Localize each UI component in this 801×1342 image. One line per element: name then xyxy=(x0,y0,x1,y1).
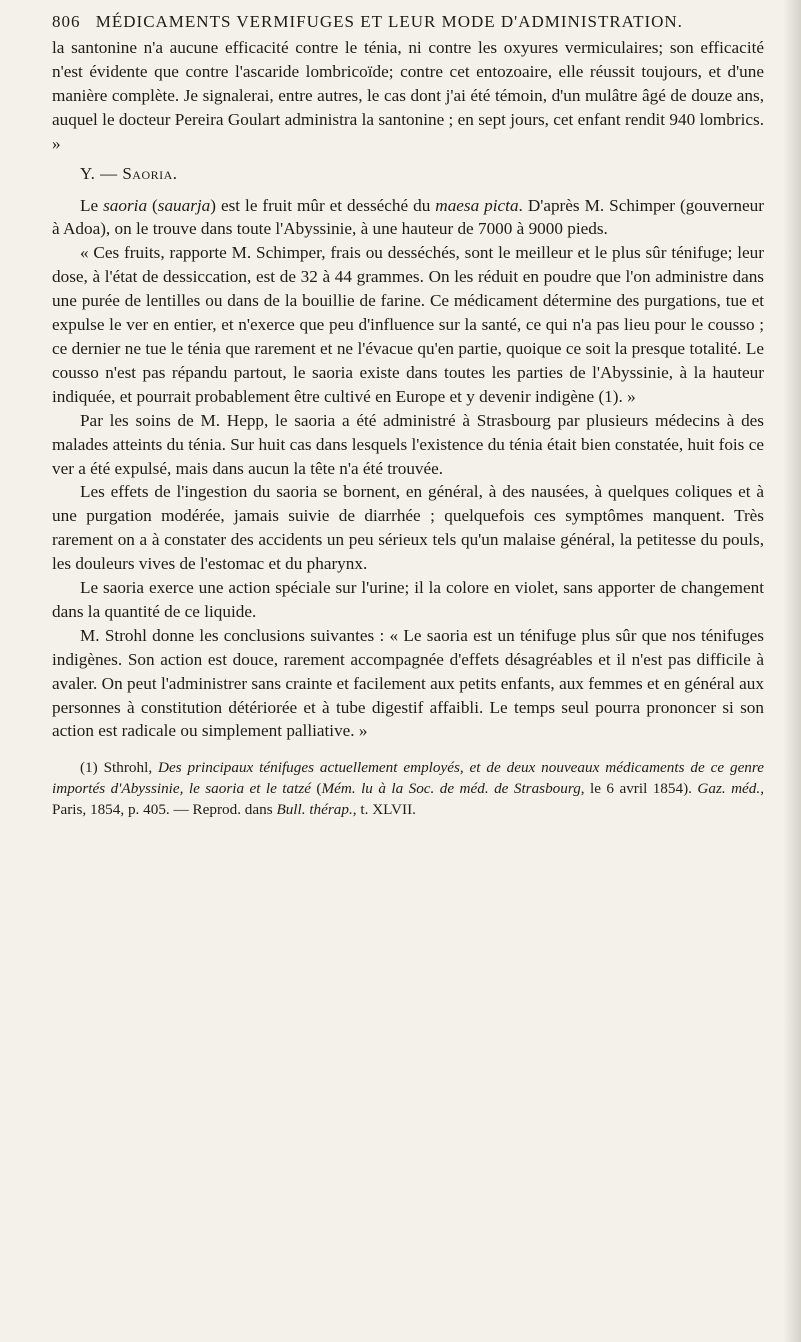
italic-term: sauarja xyxy=(157,195,211,215)
section-letter: Y. — xyxy=(80,163,118,183)
text-run: . D'après M. Schimper (gouverneur à Adoa), on le trouve dans toute l'Abyssinie, à une hauteur de 7000 à 9000 pieds. xyxy=(52,195,764,239)
paragraph-schimper-quote: « Ces fruits, rapporte M. Schimper, frais ou desséchés, sont le meilleur et le plus sûr ténifuge; leur dose, à l'état de dessiccation, est de 32 à 44 grammes. On les réduit en poudre que l'on administre dans une purée de lentilles ou dans de la bouillie de farine. Ce médicament détermine des purgations, tue et expulse le ver en entier, et n'exerce que peu d'influence sur la santé, ce qui n'a pas lieu pour le cousso ; ce dernier ne tue le ténia que rarement et ne l'évacue qu'en partie, quoique ce soit la presque totalité. Le cousso n'est pas répandu partout, le saoria existe dans toutes les parties de l'Abyssinie, à la hauteur indiquée, et pourrait probablement être cultivé en Europe et y devenir indigène (1). » xyxy=(52,243,764,406)
paragraph-hepp: Par les soins de M. Hepp, le saoria a été administré à Strasbourg par plusieurs médecins à des malades atteints du ténia. Sur huit cas dans lesquels l'existence du ténia était bien constatée, huit fois ce ver a été expulsé, mais dans aucun la tête n'a été trouvée. xyxy=(52,410,764,478)
text-run: ( xyxy=(147,195,158,215)
text-run: ) est le fruit mûr et desséché du xyxy=(210,195,436,215)
text-run: (1) Sthrohl, xyxy=(80,759,158,777)
paragraph-urine: Le saoria exerce une action spéciale sur l'urine; il la colore en violet, sans apporter de changement dans la quantité de ce liquide. xyxy=(52,578,764,621)
text-run: ( xyxy=(311,780,322,798)
text-run: , Paris, 1854, p. 405. — Reprod. dans xyxy=(52,780,764,819)
page-number: 806 xyxy=(52,12,81,31)
paragraph-effects: Les effets de l'ingestion du saoria se bornent, en général, à des nausées, à quelques coliques et à une purgation modérée, jamais suivie de diarrhée ; quelquefois ces symptômes manquent. Très rarement on a à constater des accidents un peu sérieux tels qu'un malaise général, la petitesse du pouls, les douleurs vives de l'estomac et du pharynx. xyxy=(52,482,764,574)
italic-title: Des principaux ténifuges actuellement employés, et de deux nouveaux médicaments de ce genre importés d'Abyssinie, le saoria et le tatzé xyxy=(52,759,764,798)
paragraph-strohl-conclusions: M. Strohl donne les conclusions suivantes : « Le saoria est un ténifuge plus sûr que nos ténifuges indigènes. Son action est douce, rarement accompagnée d'effets désagréables et il n'est pas difficile à avaler. On peut l'administrer sans crainte et facilement aux petits enfants, aux femmes et en général aux personnes à constitution détériorée et à tube digestif affaibli. Le temps seul pourra prononcer si son action est radicale ou simplement palliative. » xyxy=(52,625,764,741)
text-run: Le xyxy=(80,195,104,215)
paragraph-saoria-definition xyxy=(52,194,764,242)
section-title: Saoria. xyxy=(122,163,178,183)
italic-title: Gaz. méd. xyxy=(697,780,761,798)
paragraph-continuation: la santonine n'a aucune efficacité contre le ténia, ni contre les oxyures vermiculaires; son efficacité n'est évidente que contre l'ascaride lombricoïde; contre cet entozoaire, elle réussit toujours, et d'une manière complète. Je signalerai, entre autres, le cas dont j'ai été témoin, d'un mulâtre âgé de douze ans, auquel le docteur Pereira Goulart administra la santonine ; en sept jours, cet enfant rendit 940 lombrics. » xyxy=(52,38,764,153)
italic-title: Bull. thérap. xyxy=(276,801,353,819)
italic-title: Mém. lu à la Soc. de méd. de Strasbourg xyxy=(321,780,581,798)
footnote xyxy=(52,757,764,820)
italic-term: saoria xyxy=(103,195,148,215)
italic-term: maesa picta xyxy=(435,195,519,215)
text-run: , le 6 avril 1854). xyxy=(580,780,698,798)
running-title: MÉDICAMENTS VERMIFUGES ET LEUR MODE D'ADMINISTRATION. xyxy=(95,12,683,31)
running-header xyxy=(52,12,764,32)
text-run: , t. XLVII. xyxy=(352,801,416,819)
section-heading xyxy=(80,164,764,184)
page xyxy=(52,12,764,820)
page-edge-shadow xyxy=(783,0,801,1342)
